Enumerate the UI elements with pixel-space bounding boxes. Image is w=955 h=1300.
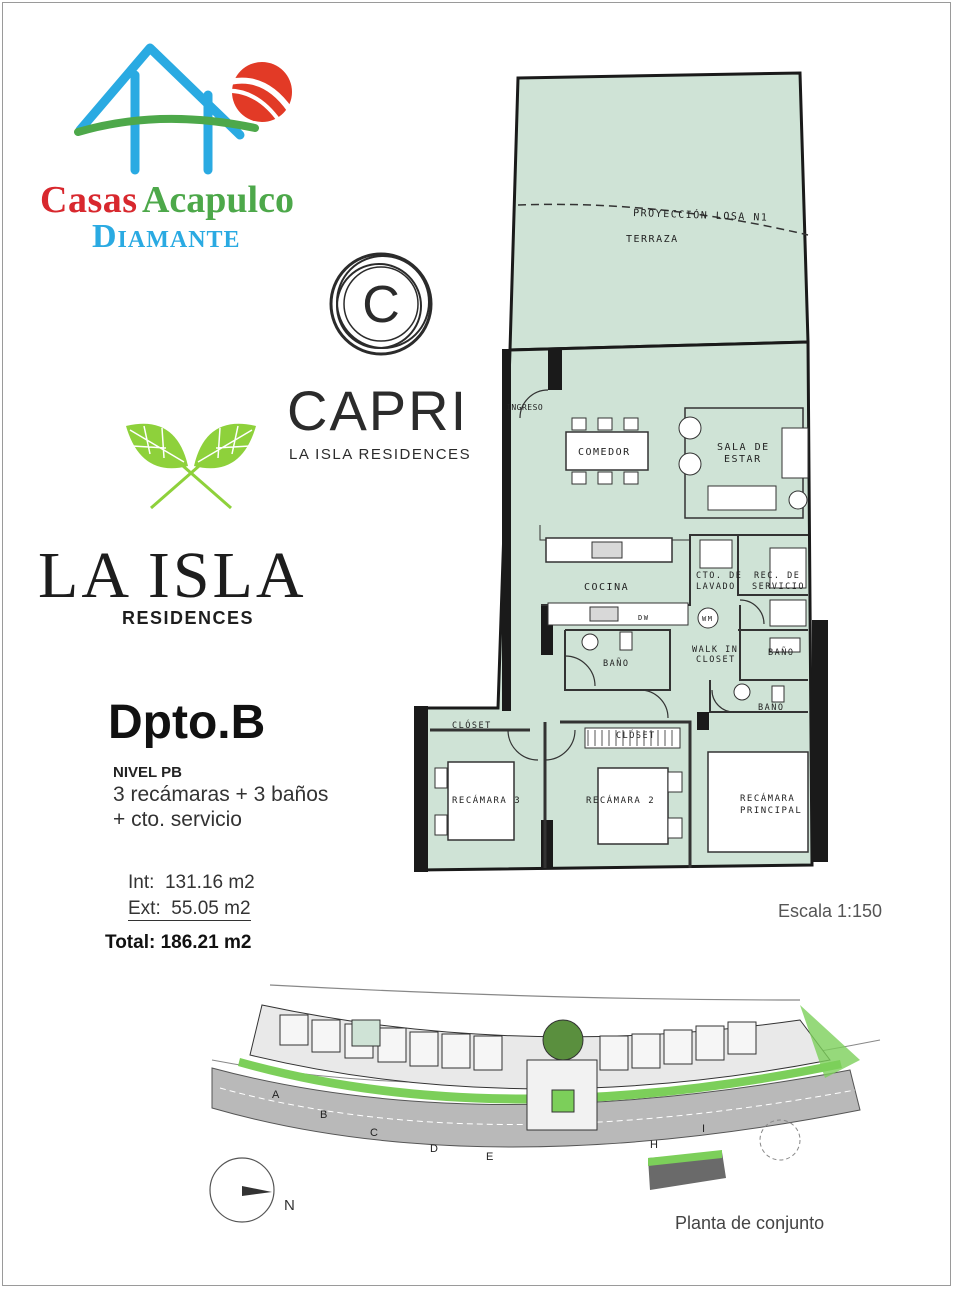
dw-label: DW bbox=[638, 614, 650, 622]
site-letter-c: C bbox=[370, 1127, 378, 1139]
site-letter-d: D bbox=[430, 1143, 438, 1155]
brand-diamante: Diamante bbox=[92, 218, 241, 255]
service-label-1: REC. DE bbox=[754, 571, 801, 581]
la-isla-subtitle: RESIDENCES bbox=[122, 608, 255, 628]
exterior-area: Ext: 55.05 m2 bbox=[128, 898, 251, 919]
living-label-1: SALA DE bbox=[717, 442, 770, 453]
interior-area: Int: 131.16 m2 bbox=[128, 872, 255, 893]
site-letter-e: E bbox=[486, 1151, 494, 1163]
capri-emblem-letter: C bbox=[362, 276, 400, 334]
laundry-label-1: CTO. DE bbox=[696, 571, 743, 581]
site-letter-i: I bbox=[702, 1123, 706, 1135]
la-isla-title: LA ISLA bbox=[38, 539, 307, 612]
unit-description-1: 3 recámaras + 3 baños bbox=[113, 783, 329, 806]
closet-a-label: CLÓSET bbox=[452, 721, 492, 731]
site-plan-caption: Planta de conjunto bbox=[675, 1213, 825, 1233]
bedroom-3-label: RECÁMARA 3 bbox=[452, 796, 522, 806]
unit-description-2: + cto. servicio bbox=[113, 808, 242, 831]
master-label-1: RECÁMARA bbox=[740, 794, 796, 804]
site-letter-b: B bbox=[320, 1109, 328, 1121]
north-label: N bbox=[284, 1197, 295, 1214]
brand-casas: Casas bbox=[40, 179, 138, 221]
closet-b-label: CLÓSET bbox=[616, 731, 656, 741]
brand-acapulco: Acapulco bbox=[141, 179, 294, 221]
master-label-2: PRINCIPAL bbox=[740, 806, 803, 816]
terrace-label: TERRAZA bbox=[626, 234, 679, 245]
dining-label: COMEDOR bbox=[578, 447, 631, 458]
bath-c-label: BAÑO bbox=[758, 703, 785, 713]
walkin-label-2: CLOSET bbox=[696, 655, 736, 665]
scale-label: Escala 1:150 bbox=[778, 901, 883, 921]
kitchen-label: COCINA bbox=[584, 582, 630, 593]
bath-a-label: BAÑO bbox=[603, 659, 630, 669]
site-letter-a: A bbox=[272, 1089, 280, 1101]
entry-label: INGRESO bbox=[506, 403, 544, 412]
walkin-label-1: WALK IN bbox=[692, 645, 739, 655]
capri-subtitle: LA ISLA RESIDENCES bbox=[289, 446, 472, 463]
site-plan bbox=[0, 980, 955, 1300]
wm-label: WM bbox=[702, 615, 714, 623]
capri-title: CAPRI bbox=[287, 379, 469, 442]
living-label-2: ESTAR bbox=[724, 454, 762, 465]
laundry-label-2: LAVADO bbox=[696, 582, 736, 592]
projection-label: PROYECCIÓN LOSA N1 bbox=[632, 208, 769, 224]
unit-name: Dpto.B bbox=[108, 696, 266, 749]
bedroom-2-label: RECÁMARA 2 bbox=[586, 796, 656, 806]
service-label-2: SERVICIO bbox=[752, 582, 805, 592]
bath-b-label: BAÑO bbox=[768, 648, 795, 658]
site-letter-h: H bbox=[650, 1139, 658, 1151]
unit-level: NIVEL PB bbox=[113, 764, 182, 781]
total-area: Total: 186.21 m2 bbox=[105, 932, 252, 953]
